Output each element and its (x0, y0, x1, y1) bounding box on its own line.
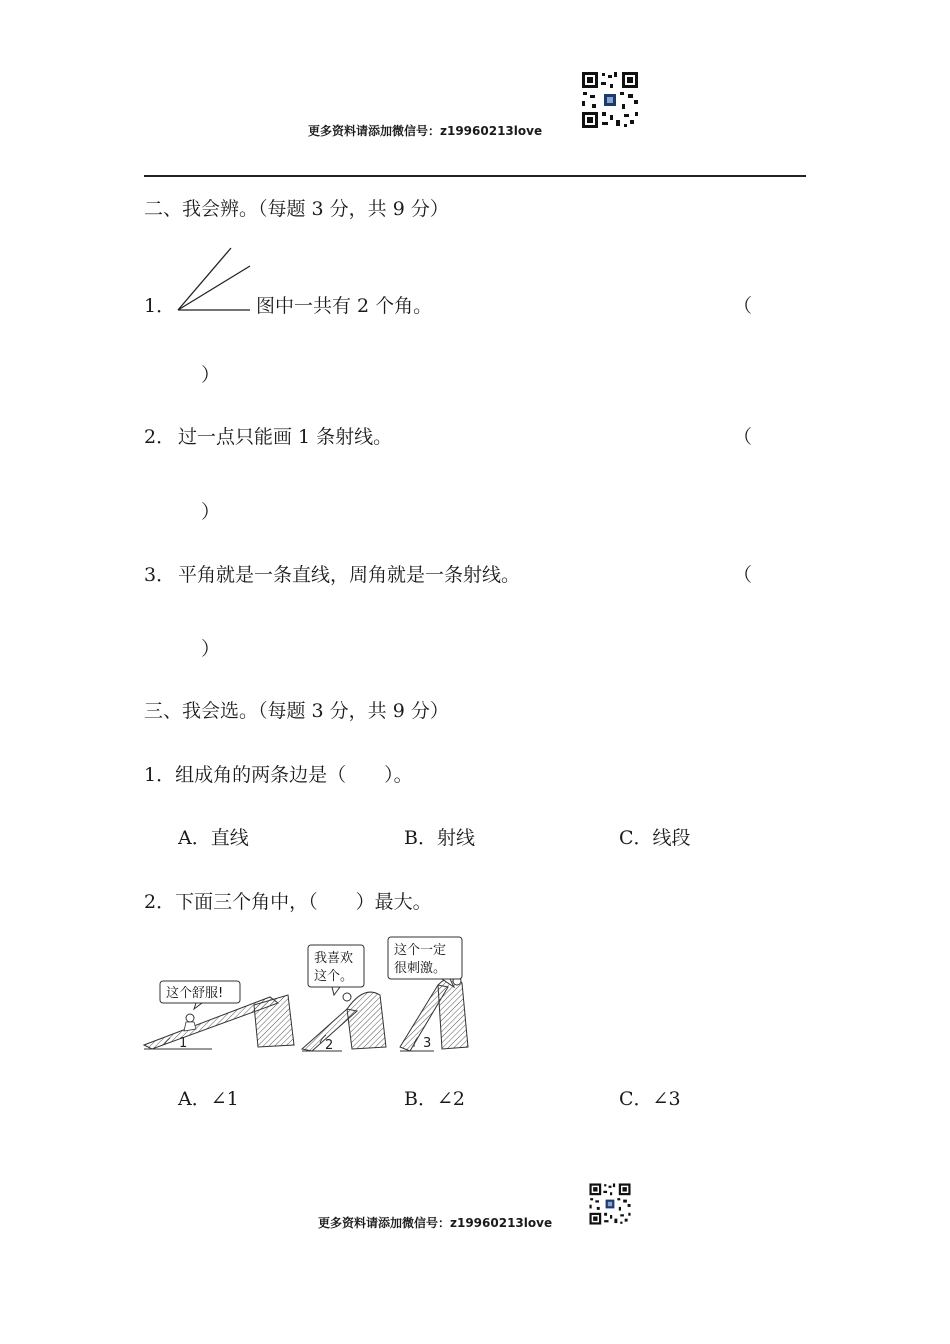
bubble-3-line2: 很刺激。 (394, 961, 447, 976)
s2-item2-number: 2． (144, 426, 176, 448)
s3-q2-option-b: B．∠2 (404, 1088, 465, 1110)
angle-3-label: 3 (423, 1036, 432, 1051)
s2-item3-answer-open: （ (733, 564, 753, 586)
s2-item3-number: 3． (144, 564, 176, 586)
s2-item3-text: 平角就是一条直线，周角就是一条射线。 (178, 564, 521, 586)
s3-q1-option-a: A．直线 (178, 827, 249, 849)
s3-q1-option-b: B．射线 (404, 827, 475, 849)
footer-contact: 更多资料请添加微信号：z19960213love (318, 1216, 553, 1230)
s3-q1-text: 1．组成角的两条边是（ ）。 (144, 764, 413, 786)
s2-item2-answer-close: ） (201, 501, 221, 523)
slide-2 (302, 945, 386, 1053)
s3-q1-option-c: C．线段 (619, 827, 691, 849)
s2-item1-answer-close: ） (201, 364, 221, 386)
slide-1 (144, 981, 294, 1051)
angle-1-label: 1 (179, 1036, 188, 1051)
header-divider (144, 175, 806, 177)
slide-3 (388, 937, 468, 1051)
s2-item1-answer-open: （ (733, 295, 753, 317)
s3-q2-option-c: C．∠3 (619, 1088, 681, 1110)
two-angles-figure (172, 244, 254, 316)
s2-item3-answer-close: ） (201, 638, 221, 660)
s2-item2-text: 过一点只能画 1 条射线。 (178, 426, 393, 448)
qr-code-icon (580, 70, 640, 130)
qr-code-icon (588, 1182, 632, 1226)
s3-q2-option-a: A．∠1 (178, 1088, 239, 1110)
bubble-3-line1: 这个一定 (394, 943, 447, 958)
bubble-2-line2: 这个。 (314, 969, 354, 984)
s3-q2-text: 2．下面三个角中，（ ）最大。 (144, 891, 432, 913)
section2-title: 二、我会辨。（每题 3 分，共 9 分） (144, 198, 449, 220)
s2-item1-number: 1． (144, 295, 176, 317)
bubble-2-line1: 我喜欢 (314, 951, 354, 966)
section3-title: 三、我会选。（每题 3 分，共 9 分） (144, 700, 449, 722)
header-contact: 更多资料请添加微信号：z19960213love (308, 124, 543, 138)
s2-item2-answer-open: （ (733, 426, 753, 448)
bubble-1-text: 这个舒服! (166, 986, 224, 1001)
s2-item1-text: 图中一共有 2 个角。 (256, 295, 433, 317)
slides-illustration (142, 935, 472, 1055)
angle-2-label: 2 (325, 1038, 334, 1053)
